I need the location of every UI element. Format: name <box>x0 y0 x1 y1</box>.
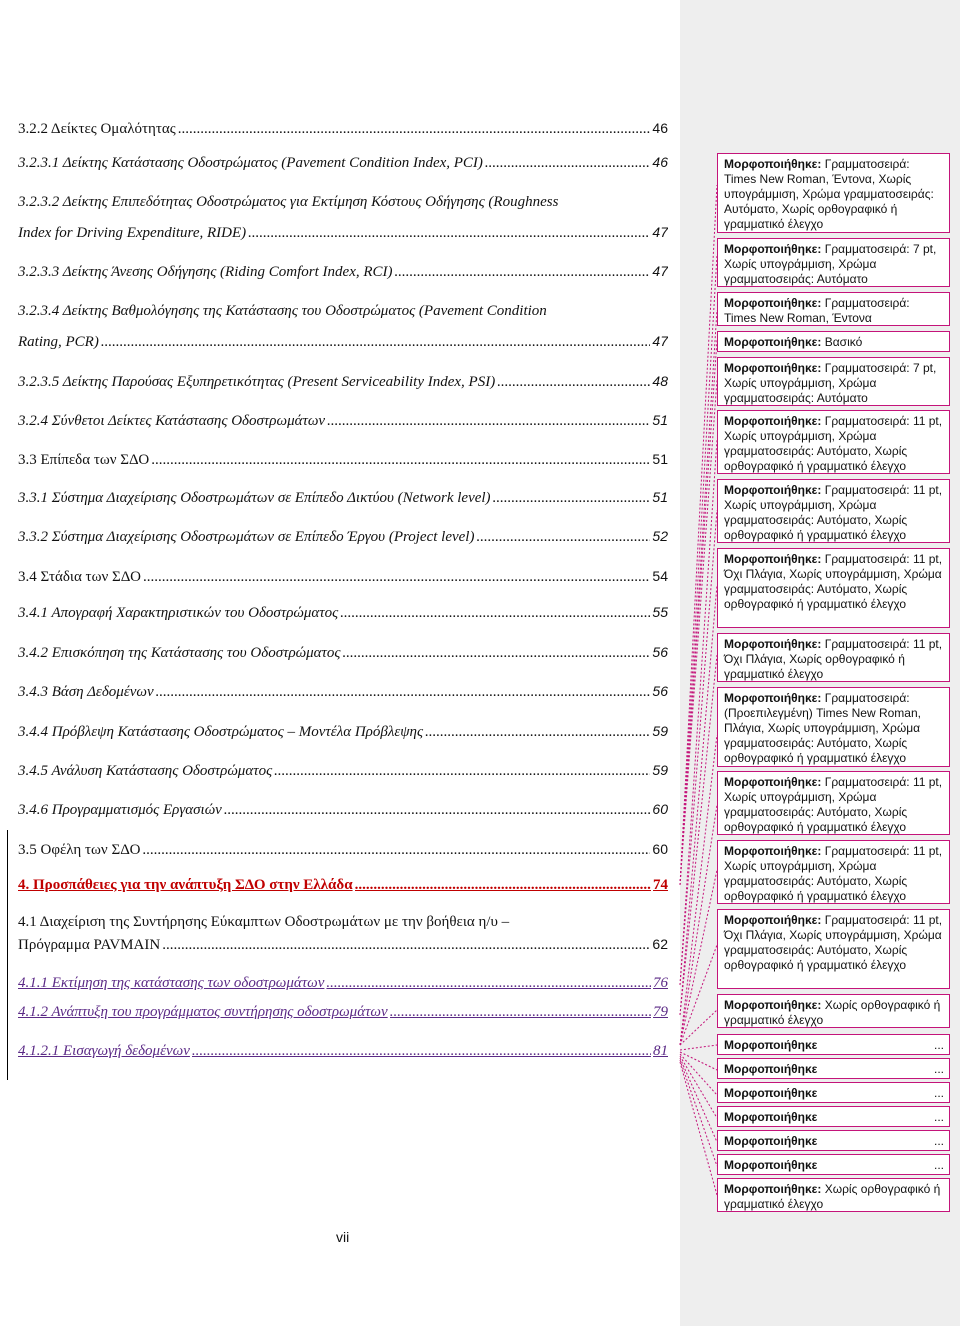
toc-page-number: 59 <box>652 762 668 778</box>
toc-leader-dots <box>497 371 650 392</box>
balloon-text: Γραμματοσειρά: 11 pt, Χωρίς υπογράμμιση, Χρώμα γραμματοσειράς: Αυτόματο, Χωρίς ορθογραφικό ή γραμματικό έλεγχο <box>724 775 943 834</box>
balloon-ellipsis[interactable]: ... <box>933 1062 944 1076</box>
balloon-ellipsis[interactable]: ... <box>933 1038 944 1052</box>
format-balloon[interactable] <box>717 238 950 287</box>
toc-page-number: 46 <box>652 154 668 170</box>
toc-entry[interactable] <box>18 565 668 587</box>
format-balloon-collapsed[interactable] <box>717 1130 950 1151</box>
toc-entry-text: 4.1.2.1 Εισαγωγή δεδομένων <box>18 1043 190 1059</box>
format-balloon[interactable] <box>717 548 950 628</box>
balloon-text: Γραμματοσειρά: Times New Roman, Έντονα <box>724 296 910 325</box>
toc-entry-text: 4.1 Διαχείριση της Συντήρησης Εύκαμπτων Οδοστρωμάτων με την βοήθεια η/υ – <box>18 914 510 930</box>
toc-entry-line1[interactable] <box>18 191 668 213</box>
toc-entry[interactable] <box>18 370 668 392</box>
toc-entry[interactable] <box>18 221 668 243</box>
balloon-text: Γραμματοσειρά: 7 pt, Χωρίς υπογράμμιση, Χρώμα γραμματοσειράς: Αυτόματο <box>724 361 937 405</box>
format-balloon-collapsed[interactable] <box>717 1082 950 1103</box>
toc-leader-dots <box>326 972 651 994</box>
balloon-label: Μορφοποιήθηκε <box>724 1038 818 1052</box>
format-balloon[interactable] <box>717 840 950 904</box>
toc-leader-dots <box>248 222 650 243</box>
toc-entry-text: 3.2.3.4 Δείκτης Βαθμολόγησης της Κατάστασης του Οδοστρώματος (Pavement Condition <box>18 303 547 319</box>
toc-page-number: 60 <box>652 841 668 857</box>
toc-entry[interactable] <box>18 680 668 702</box>
format-balloon[interactable] <box>717 331 950 352</box>
toc-page-number: 48 <box>652 373 668 389</box>
toc-entry[interactable] <box>18 720 668 742</box>
balloon-ellipsis[interactable]: ... <box>933 1110 944 1124</box>
balloon-label: Μορφοποιήθηκε: <box>724 335 822 349</box>
toc-entry-text: 3.3.2 Σύστημα Διαχείρισης Οδοστρωμάτων σε Επίπεδο Έργου (Project level) <box>18 529 475 545</box>
toc-leader-dots <box>142 839 650 860</box>
change-bar <box>7 830 8 1080</box>
toc-leader-dots <box>425 721 650 742</box>
format-balloon-collapsed[interactable] <box>717 1034 950 1055</box>
toc-leader-dots <box>162 934 650 955</box>
toc-leader-dots <box>343 642 651 663</box>
toc-page-number: 81 <box>653 1043 668 1059</box>
toc-leader-dots <box>390 1001 651 1023</box>
balloon-label: Μορφοποιήθηκε <box>724 1062 818 1076</box>
toc-entry-text: 3.4.4 Πρόβλεψη Κατάστασης Οδοστρώματος – Μοντέλα Πρόβλεψης <box>18 724 424 740</box>
toc-entry-text: 4. Προσπάθειες για την ανάπτυξη ΣΔΟ στην Ελλάδα <box>18 877 353 893</box>
toc-entry[interactable] <box>18 798 668 820</box>
toc-entry-text: Πρόγραμμα PAVMAIN <box>18 937 161 953</box>
toc-entry-text: 3.4.6 Προγραμματισμός Εργασιών <box>18 802 222 818</box>
toc-entry[interactable] <box>18 759 668 781</box>
toc-entry[interactable] <box>18 641 668 663</box>
balloon-label: Μορφοποιήθηκε: <box>724 691 822 705</box>
balloon-label: Μορφοποιήθηκε: <box>724 414 822 428</box>
balloon-ellipsis[interactable]: ... <box>933 1134 944 1148</box>
toc-page-number: 47 <box>652 263 668 279</box>
toc-leader-dots <box>156 681 651 702</box>
toc-page-number: 51 <box>652 489 668 505</box>
toc-entry-text: Rating, PCR) <box>18 334 99 350</box>
toc-entry[interactable] <box>18 486 668 508</box>
toc-page-number: 76 <box>653 975 668 991</box>
toc-leader-dots <box>340 602 650 623</box>
balloon-label: Μορφοποιήθηκε: <box>724 552 822 566</box>
balloon-label: Μορφοποιήθηκε: <box>724 157 822 171</box>
toc-entry-text: 3.2.2 Δείκτες Ομαλότητας <box>18 121 176 137</box>
format-balloon[interactable] <box>717 633 950 682</box>
balloon-text: Γραμματοσειρά: 11 pt, Χωρίς υπογράμμιση, Χρώμα γραμματοσειράς: Αυτόματο, Χωρίς ορθογραφικό ή γραμματικό έλεγχο <box>724 483 943 542</box>
toc-leader-dots <box>274 760 650 781</box>
toc-entry-text: 4.1.1 Εκτίμηση της κατάστασης των οδοστρωμάτων <box>18 975 325 991</box>
format-balloon-collapsed[interactable] <box>717 1106 950 1127</box>
format-balloon[interactable] <box>717 410 950 474</box>
balloon-label: Μορφοποιήθηκε: <box>724 775 822 789</box>
toc-entry-text: 3.4.1 Απογραφή Χαρακτηριστικών του Οδοστρώματος <box>18 605 339 621</box>
toc-page-number: 46 <box>652 120 668 136</box>
toc-entry-text: 3.3.1 Σύστημα Διαχείρισης Οδοστρωμάτων σε Επίπεδο Δικτύου (Network level) <box>18 490 491 506</box>
toc-entry[interactable] <box>18 448 668 470</box>
toc-page-number: 56 <box>652 683 668 699</box>
toc-leader-dots <box>493 487 651 508</box>
toc-entry-text: 3.2.3.3 Δείκτης Άνεσης Οδήγησης (Riding Comfort Index, RCI) <box>18 264 393 280</box>
balloon-label: Μορφοποιήθηκε: <box>724 1182 822 1196</box>
balloon-ellipsis[interactable]: ... <box>933 1086 944 1100</box>
balloon-label: Μορφοποιήθηκε <box>724 1134 818 1148</box>
toc-leader-dots <box>224 799 651 820</box>
balloon-text: Βασικό <box>824 335 863 349</box>
balloon-text: Γραμματοσειρά: 11 pt, Όχι Πλάγια, Χωρίς υπογράμμιση, Χρώμα γραμματοσειράς: Αυτόματο, Χωρίς ορθογραφικό ή γραμματικό έλεγχο <box>724 913 943 972</box>
toc-page-number: 56 <box>652 644 668 660</box>
toc-page-number: 62 <box>652 936 668 952</box>
balloon-text: Γραμματοσειρά: 7 pt, Χωρίς υπογράμμιση, Χρώμα γραμματοσειράς: Αυτόματο <box>724 242 937 286</box>
toc-page-number: 60 <box>652 801 668 817</box>
toc-entry[interactable] <box>18 151 668 173</box>
balloon-label: Μορφοποιήθηκε: <box>724 242 822 256</box>
toc-leader-dots <box>101 331 651 352</box>
toc-entry-text: 3.4 Στάδια των ΣΔΟ <box>18 569 141 585</box>
balloon-text: Γραμματοσειρά: 11 pt, Όχι Πλάγια, Χωρίς υπογράμμιση, Χρώμα γραμματοσειράς: Αυτόματο, Χωρίς ορθογραφικό ή γραμματικό έλεγχο <box>724 552 943 611</box>
toc-entry[interactable] <box>18 933 668 955</box>
balloon-label: Μορφοποιήθηκε <box>724 1086 818 1100</box>
toc-leader-dots <box>143 566 650 587</box>
toc-page-number: 51 <box>652 412 668 428</box>
toc-page-number: 54 <box>652 568 668 584</box>
toc-leader-dots <box>192 1040 651 1062</box>
toc-entry[interactable] <box>18 601 668 623</box>
page-number: vii <box>336 1229 350 1245</box>
toc-entry[interactable] <box>18 525 668 547</box>
balloon-text: Χωρίς ορθογραφικό ή γραμματικό έλεγχο <box>724 1182 941 1211</box>
toc-entry-text: 3.4.5 Ανάλυση Κατάστασης Οδοστρώματος <box>18 763 273 779</box>
balloon-label: Μορφοποιήθηκε: <box>724 296 822 310</box>
toc-entry-text: 3.4.3 Βάση Δεδομένων <box>18 684 154 700</box>
balloon-label: Μορφοποιήθηκε: <box>724 998 822 1012</box>
toc-entry-text: 3.4.2 Επισκόπηση της Κατάστασης του Οδοστρώματος <box>18 645 341 661</box>
toc-entry[interactable] <box>18 330 668 352</box>
toc-entry-text: 3.2.3.5 Δείκτης Παρούσας Εξυπηρετικότητας (Present Serviceability Index, PSI) <box>18 374 496 390</box>
toc-page-number: 59 <box>652 723 668 739</box>
toc-page-number: 79 <box>653 1004 668 1020</box>
format-balloon-collapsed[interactable] <box>717 1058 950 1079</box>
toc-entry-revised[interactable] <box>18 1040 668 1062</box>
balloon-label: Μορφοποιήθηκε: <box>724 913 822 927</box>
balloon-text: Χωρίς ορθογραφικό ή γραμματικό έλεγχο <box>724 998 941 1027</box>
toc-leader-dots <box>485 152 651 173</box>
balloon-text: Γραμματοσειρά: 11 pt, Χωρίς υπογράμμιση, Χρώμα γραμματοσειράς: Αυτόματο, Χωρίς ορθογραφικό ή γραμματικό έλεγχο <box>724 844 943 903</box>
toc-entry-text: 3.5 Οφέλη των ΣΔΟ <box>18 842 141 858</box>
format-balloon[interactable] <box>717 771 950 835</box>
toc-entry-text: 3.2.3.2 Δείκτης Επιπεδότητας Οδοστρώματος για Εκτίμηση Κόστους Οδήγησης (Roughness <box>18 194 559 210</box>
format-balloon[interactable] <box>717 1178 950 1212</box>
toc-entry-line1[interactable] <box>18 300 668 322</box>
toc-leader-dots <box>178 118 651 139</box>
toc-leader-dots <box>151 449 650 470</box>
format-balloon[interactable] <box>717 153 950 233</box>
format-balloon[interactable] <box>717 994 950 1028</box>
format-balloon[interactable] <box>717 292 950 326</box>
toc-page-number: 74 <box>653 877 668 893</box>
toc-page-number: 47 <box>652 224 668 240</box>
toc-leader-dots <box>395 261 651 282</box>
balloon-text: Γραμματοσειρά: Times New Roman, Έντονα, Χωρίς υπογράμμιση, Χρώμα γραμματοσειράς: Αυτόματο, Χωρίς ορθογραφικό ή γραμματικό έλεγχο <box>724 157 934 231</box>
toc-page-number: 52 <box>652 528 668 544</box>
toc-entry-line1[interactable] <box>18 911 668 933</box>
balloon-label: Μορφοποιήθηκε <box>724 1158 818 1172</box>
balloon-text: Γραμματοσειρά: (Προεπιλεγμένη) Times New Roman, Πλάγια, Χωρίς υπογράμμιση, Χρώμα γραμματοσειράς: Αυτόματο, Χωρίς ορθογραφικό ή γραμματικό έλεγχο <box>724 691 921 765</box>
toc-entry-revised[interactable] <box>18 874 668 896</box>
toc-entry-revised[interactable] <box>18 972 668 994</box>
toc-entry-text: 3.2.4 Σύνθετοι Δείκτες Κατάστασης Οδοστρωμάτων <box>18 413 326 429</box>
toc-entry-text: 3.2.3.1 Δείκτης Κατάστασης Οδοστρώματος (Pavement Condition Index, PCI) <box>18 155 483 171</box>
toc-page-number: 55 <box>652 604 668 620</box>
toc-entry-revised[interactable] <box>18 1001 668 1023</box>
balloon-text: Γραμματοσειρά: 11 pt, Χωρίς υπογράμμιση, Χρώμα γραμματοσειράς: Αυτόματο, Χωρίς ορθογραφικό ή γραμματικό έλεγχο <box>724 414 943 473</box>
balloon-label: Μορφοποιήθηκε: <box>724 483 822 497</box>
balloon-ellipsis[interactable]: ... <box>933 1158 944 1172</box>
format-balloon[interactable] <box>717 357 950 406</box>
format-balloon[interactable] <box>717 909 950 989</box>
balloon-label: Μορφοποιήθηκε: <box>724 637 822 651</box>
balloon-text: Γραμματοσειρά: 11 pt, Όχι Πλάγια, Χωρίς ορθογραφικό ή γραμματικό έλεγχο <box>724 637 943 681</box>
toc-leader-dots <box>355 874 651 896</box>
toc-entry[interactable] <box>18 409 668 431</box>
toc-entry[interactable] <box>18 838 668 860</box>
toc-page-number: 51 <box>652 451 668 467</box>
toc-leader-dots <box>476 526 650 547</box>
balloon-label: Μορφοποιήθηκε: <box>724 361 822 375</box>
toc-entry[interactable] <box>18 260 668 282</box>
format-balloon[interactable] <box>717 687 950 767</box>
format-balloon[interactable] <box>717 479 950 543</box>
format-balloon-collapsed[interactable] <box>717 1154 950 1175</box>
toc-entry[interactable] <box>18 117 668 139</box>
toc-entry-text: Index for Driving Expenditure, RIDE) <box>18 225 247 241</box>
balloon-label: Μορφοποιήθηκε: <box>724 844 822 858</box>
toc-leader-dots <box>327 410 650 431</box>
balloon-label: Μορφοποιήθηκε <box>724 1110 818 1124</box>
toc-page-number: 47 <box>652 333 668 349</box>
toc-entry-text: 3.3 Επίπεδα των ΣΔΟ <box>18 452 150 468</box>
toc-entry-text: 4.1.2 Ανάπτυξη του προγράμματος συντήρησης οδοστρωμάτων <box>18 1004 388 1020</box>
